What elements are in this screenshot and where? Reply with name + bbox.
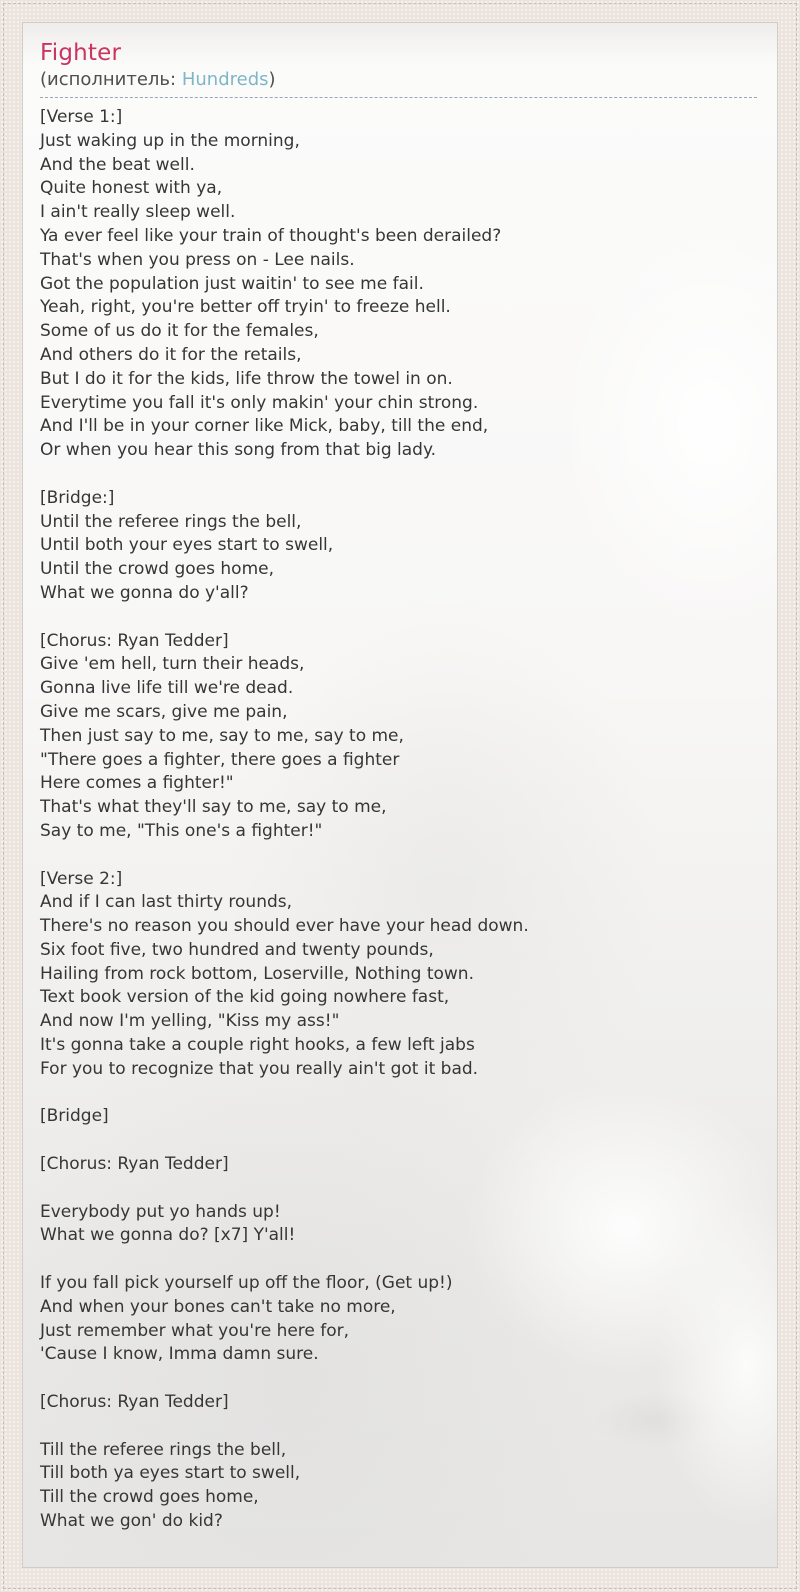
song-subtitle (40, 68, 757, 92)
lyric-line: Gonna live life till we're dead. (40, 678, 294, 699)
lyric-line: I ain't really sleep well. (40, 202, 236, 223)
lyric-line: 'Cause I know, Imma damn sure. (40, 1344, 319, 1365)
lyric-line: Or when you hear this song from that big lady. (40, 440, 436, 461)
lyric-line: Everytime you fall it's only makin' your chin strong. (40, 392, 479, 413)
lyric-line (40, 463, 757, 487)
lyric-line: Give me scars, give me pain, (40, 701, 288, 722)
lyric-line (40, 1248, 757, 1272)
lyric-line: [Verse 2:] (40, 868, 123, 889)
lyric-line: Until the referee rings the bell, (40, 511, 302, 532)
lyric-line: What we gonna do y'all? (40, 582, 249, 603)
lyric-line: [Chorus: Ryan Tedder] (40, 630, 229, 651)
lyric-line: What we gonna do? [x7] Y'all! (40, 1225, 296, 1246)
artist-link[interactable]: Hundreds (181, 69, 269, 90)
lyric-line: Yeah, right, you're better off tryin' to freeze hell. (40, 297, 451, 318)
lyric-line: And others do it for the retails, (40, 344, 302, 365)
lyric-line: Just remember what you're here for, (40, 1320, 350, 1341)
lyric-line: Ya ever feel like your train of thought's been derailed? (40, 225, 502, 246)
lyric-line: Quite honest with ya, (40, 178, 223, 199)
lyric-line: Six foot five, two hundred and twenty pounds, (40, 939, 434, 960)
lyric-line: "There goes a fighter, there goes a fighter (40, 749, 400, 770)
lyric-line: It's gonna take a couple right hooks, a few left jabs (40, 1035, 475, 1056)
lyric-line (40, 844, 757, 868)
lyric-line: And now I'm yelling, "Kiss my ass!" (40, 1011, 340, 1032)
artist-label-prefix: (исполнитель: (40, 69, 182, 90)
artist-label-suffix: ) (268, 69, 276, 90)
lyric-line: Hailing from rock bottom, Loserville, Nothing town. (40, 963, 474, 984)
lyric-line: Here comes a fighter!" (40, 773, 234, 794)
lyric-line: Until the crowd goes home, (40, 559, 275, 580)
lyric-line: And if I can last thirty rounds, (40, 892, 293, 913)
lyric-line: [Chorus: Ryan Tedder] (40, 1392, 229, 1413)
song-title: Fighter (40, 40, 122, 66)
lyric-line: Till the crowd goes home, (40, 1487, 259, 1508)
lyrics-card (22, 22, 778, 1568)
lyric-line: Just waking up in the morning, (40, 130, 300, 151)
lyric-line: Got the population just waitin' to see me fail. (40, 273, 424, 294)
lyrics-text (40, 106, 757, 1534)
lyric-line: Then just say to me, say to me, say to me, (40, 725, 404, 746)
lyric-line (40, 1367, 757, 1391)
lyric-line: For you to recognize that you really ain't got it bad. (40, 1058, 479, 1079)
lyric-line (40, 606, 757, 630)
lyric-line: And the beat well. (40, 154, 195, 175)
lyric-line: And I'll be in your corner like Mick, baby, till the end, (40, 416, 489, 437)
lyric-line: That's when you press on - Lee nails. (40, 249, 355, 270)
lyric-line: [Chorus: Ryan Tedder] (40, 1154, 229, 1175)
lyric-line: [Bridge] (40, 1106, 109, 1127)
lyric-line: Everybody put yo hands up! (40, 1201, 281, 1222)
lyric-line: Till both ya eyes start to swell, (40, 1463, 301, 1484)
lyric-line: Some of us do it for the females, (40, 321, 319, 342)
lyric-line: What we gon' do kid? (40, 1511, 223, 1532)
lyric-line: [Verse 1:] (40, 107, 123, 127)
lyric-line: Till the referee rings the bell, (40, 1439, 287, 1460)
lyric-line: There's no reason you should ever have your head down. (40, 916, 529, 937)
lyric-line (40, 1177, 757, 1201)
lyric-line (40, 1082, 757, 1106)
lyric-line: Text book version of the kid going nowhere fast, (40, 987, 450, 1008)
lyric-line: [Bridge:] (40, 487, 115, 508)
lyric-line: Give 'em hell, turn their heads, (40, 654, 305, 675)
lyrics-card-content (23, 23, 777, 1534)
lyric-line (40, 1415, 757, 1439)
lyric-line (40, 1129, 757, 1153)
lyric-line: Say to me, "This one's a fighter!" (40, 820, 323, 841)
lyric-line: That's what they'll say to me, say to me, (40, 797, 387, 818)
lyric-line: But I do it for the kids, life throw the towel in on. (40, 368, 453, 389)
lyric-line: Until both your eyes start to swell, (40, 535, 334, 556)
lyric-line: If you fall pick yourself up off the floor, (Get up!) (40, 1273, 453, 1294)
dashed-separator (40, 97, 757, 98)
lyric-line: And when your bones can't take no more, (40, 1296, 396, 1317)
